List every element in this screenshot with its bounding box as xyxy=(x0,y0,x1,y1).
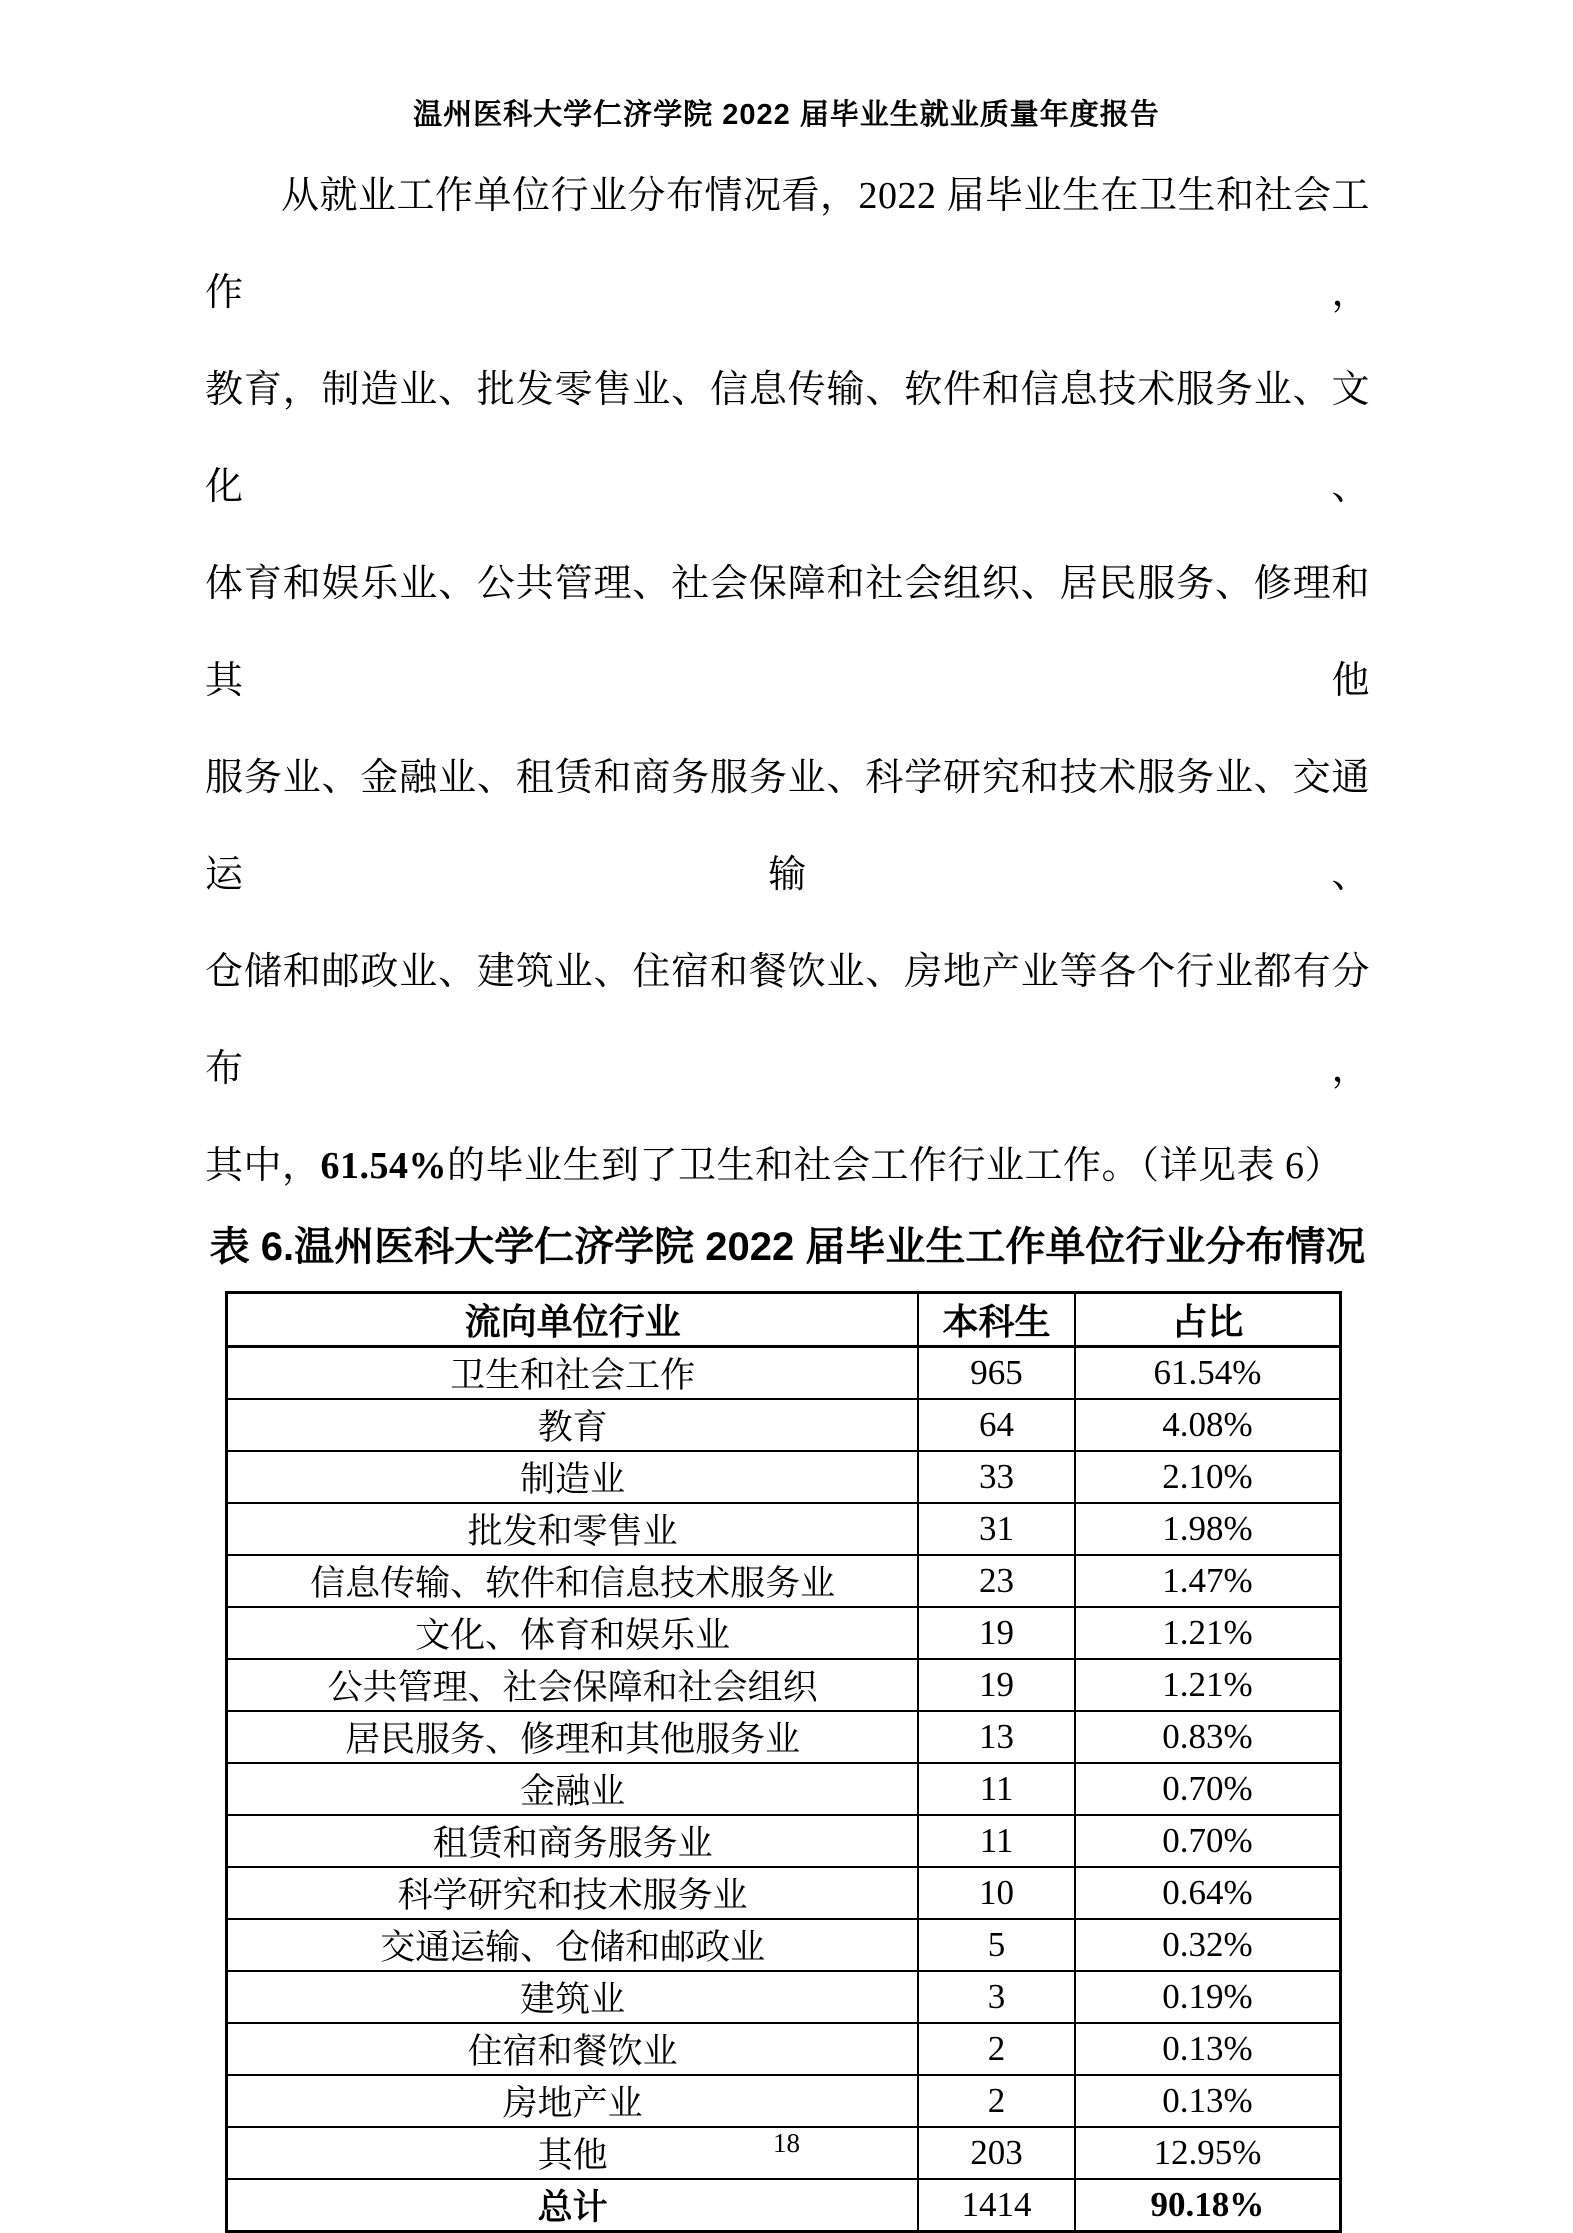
pct-cell: 1.98% xyxy=(1075,1503,1341,1555)
table-row xyxy=(227,1607,1341,1659)
column-header-industry: 流向单位行业 xyxy=(227,1293,919,1347)
count-cell: 10 xyxy=(918,1867,1075,1919)
table-row xyxy=(227,1867,1341,1919)
industry-cell: 批发和零售业 xyxy=(227,1503,919,1555)
highlight-percentage: 61.54% xyxy=(320,1145,448,1187)
pct-cell: 1.21% xyxy=(1075,1607,1341,1659)
industry-cell: 居民服务、修理和其他服务业 xyxy=(227,1711,919,1763)
count-cell: 203 xyxy=(918,2127,1075,2179)
paragraph-line: 从就业工作单位行业分布情况看，2022 届毕业生在卫生和社会工作， xyxy=(205,175,1371,314)
page-number: 18 xyxy=(773,2128,800,2158)
table-row xyxy=(227,1555,1341,1607)
page-content xyxy=(205,148,1370,2233)
pct-cell: 0.32% xyxy=(1075,1919,1341,1971)
table-row xyxy=(227,1503,1341,1555)
industry-cell: 建筑业 xyxy=(227,1971,919,2023)
total-count-cell: 1414 xyxy=(918,2179,1075,2232)
pct-cell: 0.19% xyxy=(1075,1971,1341,2023)
count-cell: 19 xyxy=(918,1659,1075,1711)
table-row xyxy=(227,1711,1341,1763)
count-cell: 5 xyxy=(918,1919,1075,1971)
table-row xyxy=(227,2023,1341,2075)
total-label-cell: 总计 xyxy=(227,2179,919,2232)
table-row xyxy=(227,1919,1341,1971)
table-row xyxy=(227,1971,1341,2023)
paragraph-line: 服务业、金融业、租赁和商务服务业、科学研究和技术服务业、交通运输、 xyxy=(205,757,1370,896)
pct-cell: 61.54% xyxy=(1075,1347,1341,1400)
industry-cell: 文化、体育和娱乐业 xyxy=(227,1607,919,1659)
industry-cell: 科学研究和技术服务业 xyxy=(227,1867,919,1919)
paragraph-line: 仓储和邮政业、建筑业、住宿和餐饮业、房地产业等各个行业都有分布， xyxy=(205,951,1370,1090)
count-cell: 19 xyxy=(918,1607,1075,1659)
count-cell: 64 xyxy=(918,1399,1075,1451)
table-row xyxy=(227,1347,1341,1400)
paragraph-text: 的毕业生到了卫生和社会工作行业工作。（详见表 6） xyxy=(447,1145,1344,1187)
count-cell: 31 xyxy=(918,1503,1075,1555)
count-cell: 33 xyxy=(918,1451,1075,1503)
table-row xyxy=(227,2075,1341,2127)
count-cell: 11 xyxy=(918,1763,1075,1815)
paragraph-line: 教育，制造业、批发零售业、信息传输、软件和信息技术服务业、文化、 xyxy=(205,369,1370,508)
industry-cell: 公共管理、社会保障和社会组织 xyxy=(227,1659,919,1711)
industry-cell: 教育 xyxy=(227,1399,919,1451)
table-header-row xyxy=(227,1293,1341,1347)
table-row xyxy=(227,1659,1341,1711)
industry-cell: 信息传输、软件和信息技术服务业 xyxy=(227,1555,919,1607)
count-cell: 13 xyxy=(918,1711,1075,1763)
industry-cell: 制造业 xyxy=(227,1451,919,1503)
industry-cell: 房地产业 xyxy=(227,2075,919,2127)
column-header-undergrad: 本科生 xyxy=(918,1293,1075,1347)
paragraph-line xyxy=(205,1118,1370,1215)
table-row xyxy=(227,1451,1341,1503)
column-header-share: 占比 xyxy=(1075,1293,1341,1347)
industry-cell: 住宿和餐饮业 xyxy=(227,2023,919,2075)
body-paragraph xyxy=(205,148,1370,1215)
table-row xyxy=(227,1399,1341,1451)
pct-cell: 0.83% xyxy=(1075,1711,1341,1763)
count-cell: 23 xyxy=(918,1555,1075,1607)
pct-cell: 1.47% xyxy=(1075,1555,1341,1607)
table-caption: 表 6.温州医科大学仁济学院 2022 届毕业生工作单位行业分布情况 xyxy=(209,1225,1366,1269)
pct-cell: 0.70% xyxy=(1075,1763,1341,1815)
industry-cell: 租赁和商务服务业 xyxy=(227,1815,919,1867)
table-row xyxy=(227,1763,1341,1815)
table-row xyxy=(227,1815,1341,1867)
count-cell: 2 xyxy=(918,2023,1075,2075)
industry-cell: 交通运输、仓储和邮政业 xyxy=(227,1919,919,1971)
paragraph-line: 体育和娱乐业、公共管理、社会保障和社会组织、居民服务、修理和其他 xyxy=(205,563,1370,702)
count-cell: 11 xyxy=(918,1815,1075,1867)
count-cell: 965 xyxy=(918,1347,1075,1400)
pct-cell: 0.70% xyxy=(1075,1815,1341,1867)
total-pct-cell: 90.18% xyxy=(1075,2179,1341,2232)
industry-distribution-table xyxy=(225,1291,1342,2233)
pct-cell: 12.95% xyxy=(1075,2127,1341,2179)
industry-cell: 其他 xyxy=(227,2127,919,2179)
pct-cell: 0.13% xyxy=(1075,2075,1341,2127)
paragraph-text: 其中， xyxy=(205,1145,321,1187)
report-running-head: 温州医科大学仁济学院 2022 届毕业生就业质量年度报告 xyxy=(413,99,1160,131)
industry-cell: 金融业 xyxy=(227,1763,919,1815)
count-cell: 3 xyxy=(918,1971,1075,2023)
pct-cell: 0.13% xyxy=(1075,2023,1341,2075)
pct-cell: 2.10% xyxy=(1075,1451,1341,1503)
pct-cell: 1.21% xyxy=(1075,1659,1341,1711)
industry-cell: 卫生和社会工作 xyxy=(227,1347,919,1400)
count-cell: 2 xyxy=(918,2075,1075,2127)
pct-cell: 0.64% xyxy=(1075,1867,1341,1919)
pct-cell: 4.08% xyxy=(1075,1399,1341,1451)
